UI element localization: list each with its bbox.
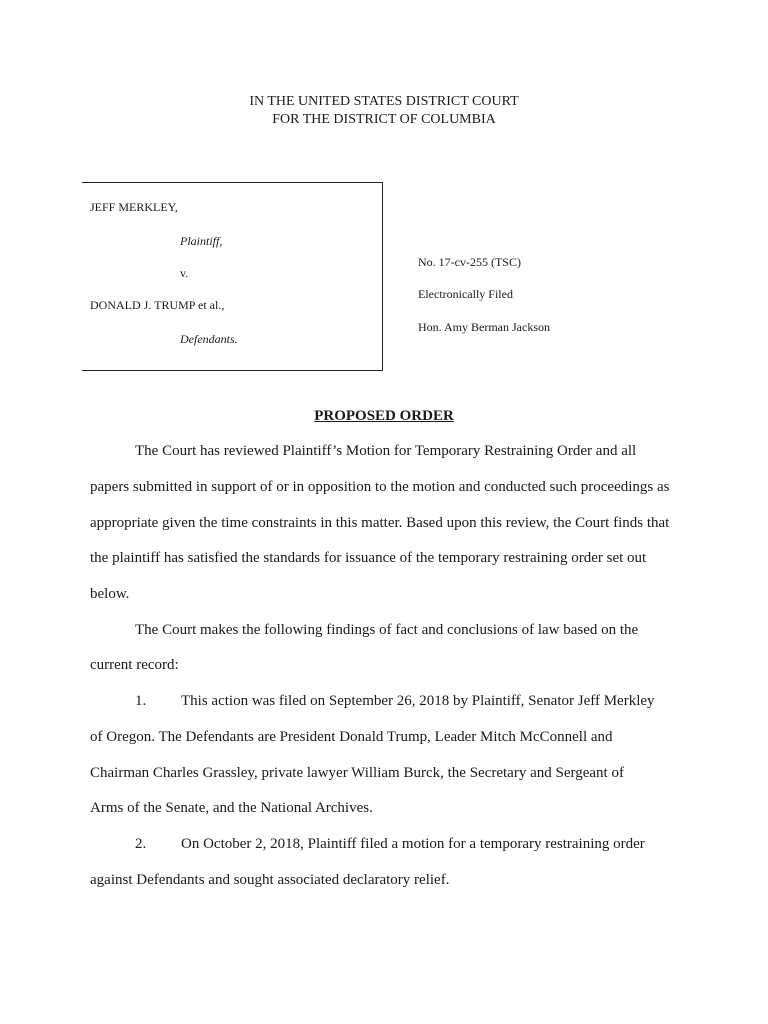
paragraph-line: The Court has reviewed Plaintiff’s Motion for Temporary Restraining Order and all xyxy=(135,443,637,459)
item-line: against Defendants and sought associated declaratory relief. xyxy=(90,872,450,888)
plaintiff-name: JEFF MERKLEY, xyxy=(90,200,178,214)
item-line: This action was filed on September 26, 2018 by Plaintiff, Senator Jeff Merkley xyxy=(181,693,655,709)
judge-name: Hon. Amy Berman Jackson xyxy=(418,320,550,334)
defendant-name: DONALD J. TRUMP et al., xyxy=(90,298,225,312)
filing-status: Electronically Filed xyxy=(418,287,513,301)
paragraph-line: below. xyxy=(90,586,130,602)
order-title: PROPOSED ORDER xyxy=(314,408,454,424)
defendant-role: Defendants. xyxy=(180,332,238,346)
paragraph-line: The Court makes the following findings of fact and conclusions of law based on the xyxy=(135,622,639,638)
versus: v. xyxy=(180,266,189,280)
paragraph-line: current record: xyxy=(90,657,179,673)
court-district: FOR THE DISTRICT OF COLUMBIA xyxy=(272,112,496,127)
court-header xyxy=(0,93,768,129)
court-name: IN THE UNITED STATES DISTRICT COURT xyxy=(249,94,519,109)
case-number: No. 17-cv-255 (TSC) xyxy=(418,255,521,269)
item-line: Arms of the Senate, and the National Archives. xyxy=(90,800,373,816)
item-line: of Oregon. The Defendants are President Donald Trump, Leader Mitch McConnell and xyxy=(90,729,613,745)
paragraph-line: the plaintiff has satisfied the standards for issuance of the temporary restraining order set out xyxy=(90,550,647,566)
plaintiff-role: Plaintiff, xyxy=(180,234,223,248)
item-line: Chairman Charles Grassley, private lawyer William Burck, the Secretary and Sergeant of xyxy=(90,765,624,781)
item-number: 1. xyxy=(135,693,147,709)
item-number: 2. xyxy=(135,836,147,852)
paragraph-line: appropriate given the time constraints in this matter. Based upon this review, the Court finds that xyxy=(90,515,670,531)
paragraph-line: papers submitted in support of or in opposition to the motion and conducted such proceedings as xyxy=(90,479,670,495)
item-line: On October 2, 2018, Plaintiff filed a motion for a temporary restraining order xyxy=(181,836,645,852)
